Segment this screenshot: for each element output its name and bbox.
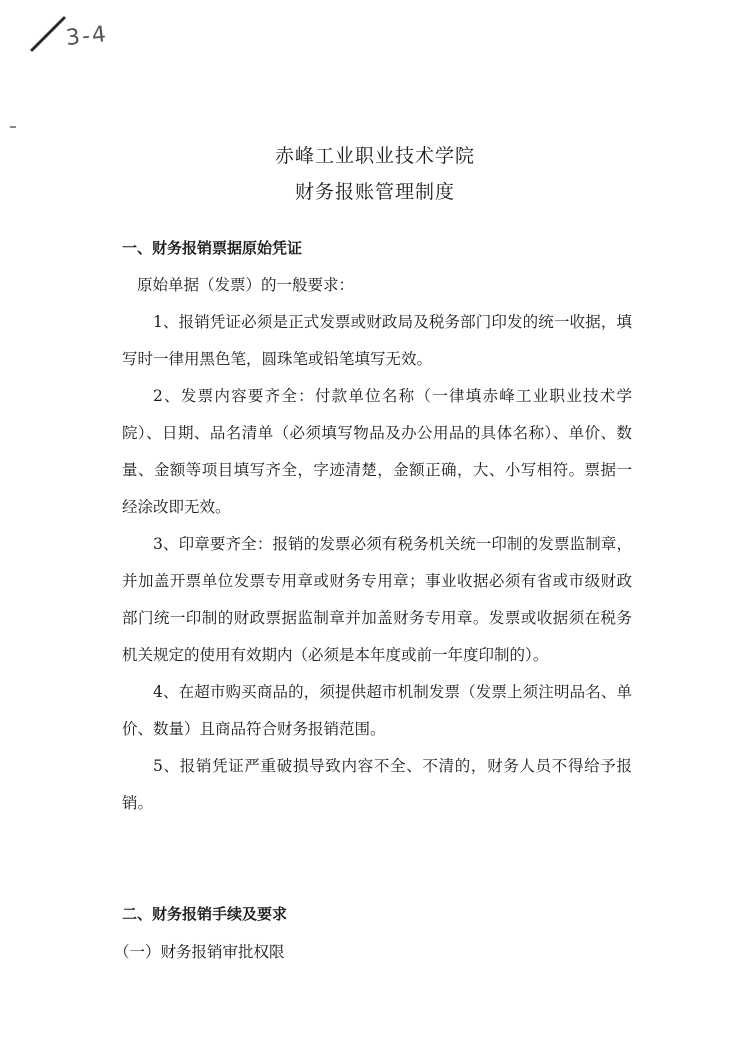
handwritten-page-number: 3-4 bbox=[64, 21, 110, 52]
pen-stroke-mark bbox=[28, 14, 68, 54]
document-title-policy: 财务报账管理制度 bbox=[294, 181, 455, 203]
requirement-item-1: 1、报销凭证必须是正式发票或财政局及税务部门印发的统一收据，填写时一律用黑色笔，圆珠笔或铅笔填写无效。 bbox=[122, 313, 632, 368]
document-title-institution: 赤峰工业职业技术学院 bbox=[274, 145, 475, 167]
requirement-item-2: 2、发票内容要齐全：付款单位名称（一律填赤峰工业职业技术学院）、日期、品名清单（必须填写物品及办公用品的具体名称）、单价、数量、金额等项目填写齐全，字迹清楚，金额正确，大、小写相符。票据一经涂改即无效。 bbox=[122, 387, 632, 516]
section-1-intro: 原始单据（发票）的一般要求： bbox=[137, 276, 355, 294]
requirement-item-4: 4、在超市购买商品的，须提供超市机制发票（发票上须注明品名、单价、数量）且商品符合财务报销范围。 bbox=[122, 683, 632, 738]
requirement-item-3: 3、印章要齐全：报销的发票必须有税务机关统一印制的发票监制章，并加盖开票单位发票专用章或财务专用章；事业收据必须有省或市级财政部门统一印制的财政票据监制章并加盖财务专用章。发票或收据须在税务机关规定的使用有效期内（必须是本年度或前一年度印制的）。 bbox=[122, 535, 632, 664]
section-2-subheading: （一）财务报销审批权限 bbox=[114, 943, 285, 961]
scan-speck bbox=[10, 126, 16, 128]
requirement-list bbox=[122, 304, 632, 822]
section-1-heading: 一、财务报销票据原始凭证 bbox=[122, 239, 303, 257]
section-2-heading: 二、财务报销手续及要求 bbox=[122, 905, 288, 923]
requirement-item-5: 5、报销凭证严重破损导致内容不全、不清的，财务人员不得给予报销。 bbox=[122, 757, 632, 812]
